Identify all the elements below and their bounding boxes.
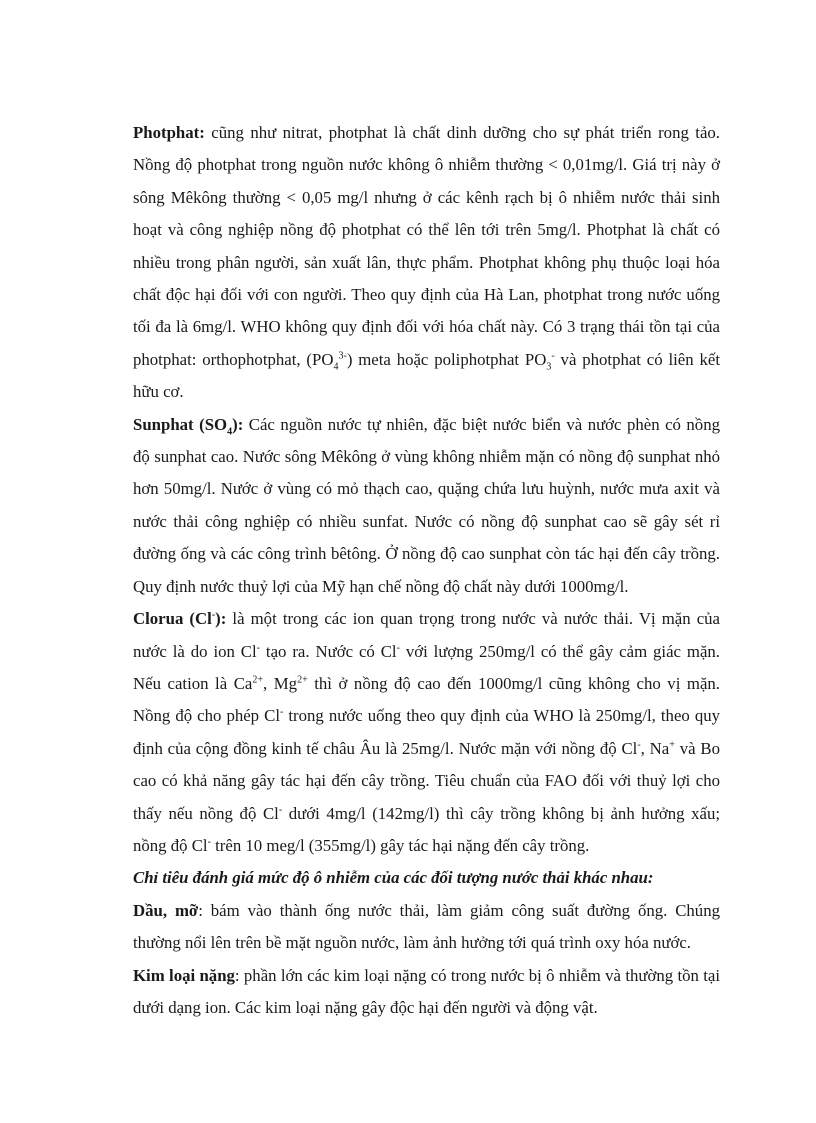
paragraph-photphat: Photphat: cũng như nitrat, photphat là chất dinh dưỡng cho sự phát triển rong tảo. Nồng độ photphat trong nguồn nước không ô nhiễm thường < 0,01mg/l. Giá trị này ở sông Mêkông thường < 0,05 mg/l nhưng ở các kênh rạch bị ô nhiễm nước thải sinh hoạt và công nghiệp nồng độ photphat có thể lên tới trên 5mg/l. Photphat là chất có nhiều trong phân người, sản xuất lân, thực phẩm. Photphat không phụ thuộc loại hóa chất độc hại đối với con người. Theo quy định của Hà Lan, photphat trong nước uống tối đa là 6mg/l. WHO không quy định đối với hóa chất này. Có 3 trạng thái tồn tại của photphat: orthophotphat, $(PO_4^{3-})$ meta hoặc poliphotphat $PO_3^-$ và photphat có liên kết hữu cơ. (133, 123, 720, 402)
paragraph-kim-loai-nang: Kim loại nặng: phần lớn các kim loại nặng có trong nước bị ô nhiễm và thường tồn tại dưới dạng ion. Các kim loại nặng gây độc hại đến người và động vật. (133, 965, 721, 1017)
paragraph-dau-mo: Dầu, mỡ: bám vào thành ống nước thải, làm giảm công suất đường ống. Chúng thường nổi lên trên bề mặt nguồn nước, làm ảnh hưởng tới quá trình oxy hóa nước. (133, 900, 720, 953)
paragraph-clorua: Clorua (Cl-): là một trong các ion quan trọng trong nước và nước thải. Vị mặn của nước là do ion Cl- tạo ra. Nước có Cl- với lượng 250mg/l có thể gây cảm giác mặn. Nếu cation là $Ca^{2+}$, $Mg^{2+}$ thì ở nồng độ cao đến 1000mg/l cũng không cho vị mặn. Nồng độ cho phép Cl- trong nước uống theo quy định của WHO là 250mg/l, theo quy định của cộng đồng kinh tế châu Âu là 25mg/l. Nước mặn với nồng độ Cl-, Na+ và Bo cao có khả năng gây tác hại đến cây trồng. Tiêu chuẩn của FAO đối với thuỷ lợi cho thấy nếu nồng độ Cl- dưới 4mg/l (142mg/l) thì cây trồng không bị ảnh hưởng xấu; nồng độ Cl- trên 10 meg/l (355mg/l) gây tác hại nặng đến cây trồng. (133, 609, 720, 855)
section-subheading: Chỉ tiêu đánh giá mức độ ô nhiễm của các đối tượng nước thải khác nhau: (133, 868, 654, 888)
term-dau-mo: Dầu, mỡ (133, 900, 199, 920)
document-page (133, 117, 720, 1024)
term-kim-loai-nang: Kim loại nặng (133, 965, 235, 985)
term-photphat: Photphat: (133, 123, 205, 142)
term-sunphat: Sunphat $(SO_4)$: (133, 414, 244, 438)
paragraph-sunphat: Sunphat $(SO_4)$: Các nguồn nước tự nhiên, đặc biệt nước biển và nước phèn có nồng độ sunphat cao. Nước sông Mêkông ở vùng không nhiễm mặn có nồng độ sunphat nhỏ hơn 50mg/l. Nước ở vùng có mỏ thạch cao, quặng chứa lưu huỳnh, nước mưa axit và nước thải công nghiệp có nhiều sunfat. Nước có nồng độ sunphat cao sẽ gây sét rỉ đường ống và các công trình bêtông. Ở nồng độ cao sunphat còn tác hại đến cây trồng. Quy định nước thuỷ lợi của Mỹ hạn chế nồng độ chất này dưới 1000mg/l. (133, 414, 720, 596)
term-clorua: Clorua (Cl-): (133, 609, 227, 629)
